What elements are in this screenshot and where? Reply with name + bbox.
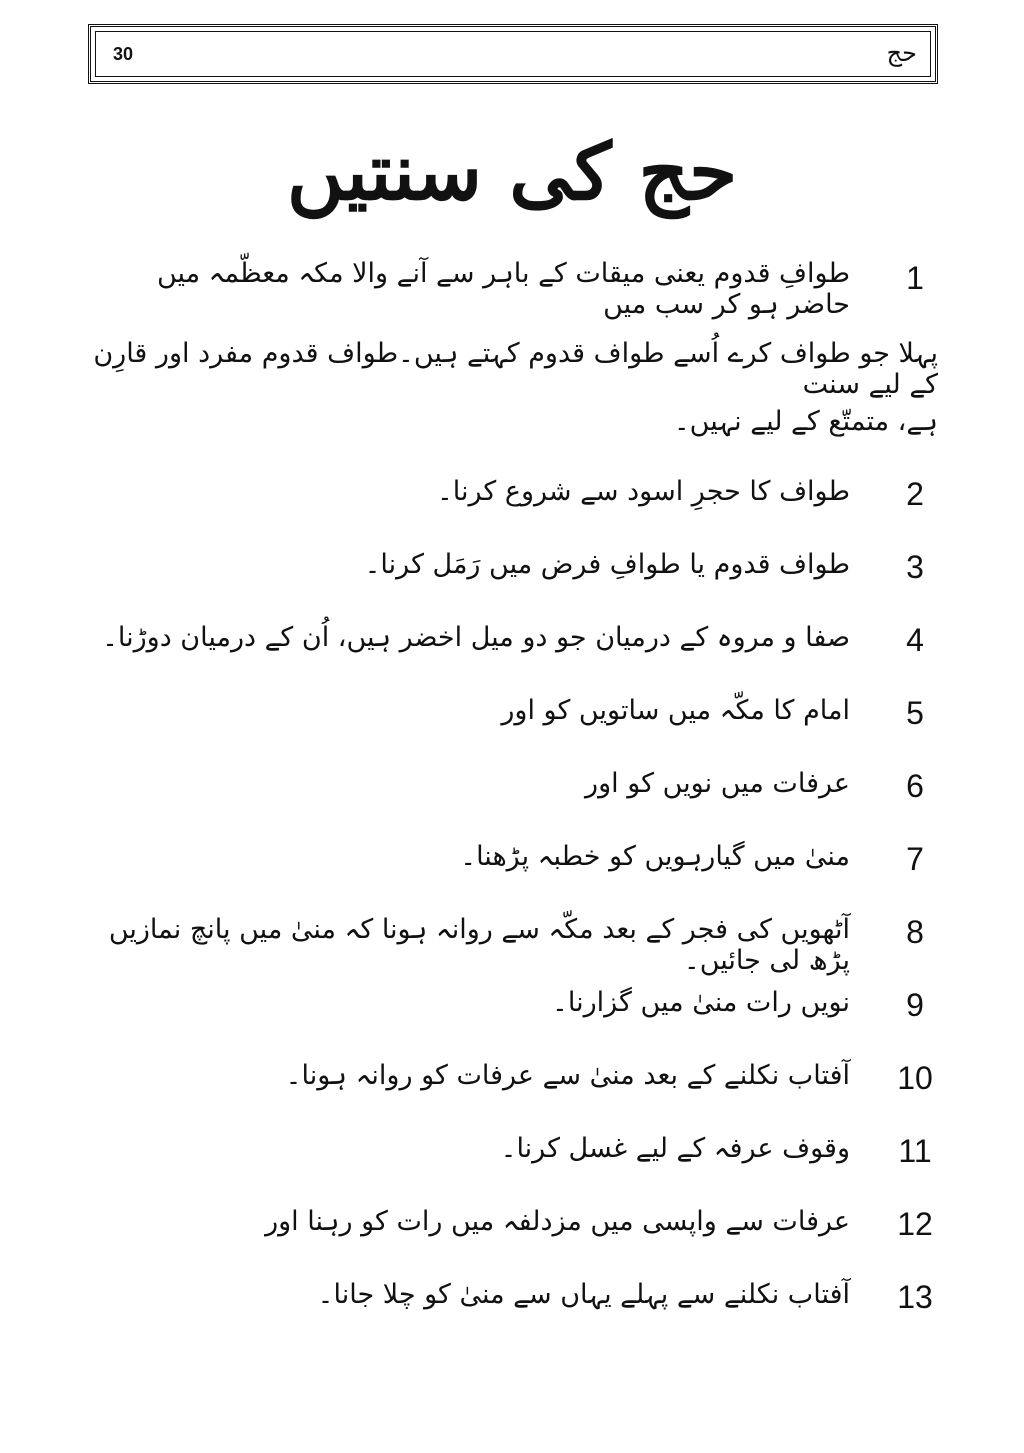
list-item-1 xyxy=(90,258,938,458)
item-text: منیٰ میں گیارہویں کو خطبہ پڑھنا۔ xyxy=(460,841,850,872)
running-head: حج xyxy=(886,39,917,67)
item-number: 12 xyxy=(897,1206,933,1242)
item-number: 11 xyxy=(898,1133,932,1169)
item-number: 4 xyxy=(906,622,924,658)
item-number: 2 xyxy=(906,476,924,512)
page-title: حج کی سنتیں xyxy=(286,127,738,218)
item-number: 3 xyxy=(906,549,924,585)
item-number: 10 xyxy=(897,1060,933,1096)
item-text: امام کا مکّہ میں ساتویں کو اور xyxy=(501,695,850,726)
item-text: صفا و مروہ کے درمیان جو دو میل اخضر ہیں، اُن کے درمیان دوڑنا۔ xyxy=(102,622,850,653)
item-text: عرفات سے واپسی میں مزدلفہ میں رات کو رہنا اور xyxy=(265,1206,850,1237)
item-text: وقوف عرفہ کے لیے غسل کرنا۔ xyxy=(500,1133,850,1164)
item-number: 9 xyxy=(906,987,924,1023)
item-text: آفتاب نکلنے سے پہلے یہاں سے منیٰ کو چلا جانا۔ xyxy=(317,1279,850,1310)
item-text: عرفات میں نویں کو اور xyxy=(585,768,850,799)
item-number: 6 xyxy=(906,768,924,804)
page-header-frame xyxy=(88,24,938,84)
item-text: نویں رات منیٰ میں گزارنا۔ xyxy=(552,987,850,1018)
item-text: آٹھویں کی فجر کے بعد مکّہ سے روانہ ہونا کہ منیٰ میں پانچ نمازیں پڑھ لی جائیں۔ xyxy=(108,914,850,976)
item-number: 8 xyxy=(906,914,924,950)
item-number: 5 xyxy=(906,695,924,731)
item-text: آفتاب نکلنے کے بعد منیٰ سے عرفات کو روانہ ہونا۔ xyxy=(285,1060,850,1091)
item-text: طواف قدوم یا طوافِ فرض میں رَمَل کرنا۔ xyxy=(364,549,850,580)
item-text-line: ہے، متمتّع کے لیے نہیں۔ xyxy=(673,406,938,437)
item-number: 7 xyxy=(906,841,924,877)
item-text: طواف کا حجرِ اسود سے شروع کرنا۔ xyxy=(436,476,850,507)
item-text-line: پہلا جو طواف کرے اُسے طواف قدوم کہتے ہیں۔طواف قدوم مفرد اور قارِن کے لیے سنت xyxy=(93,338,938,400)
item-number: 1 xyxy=(906,260,924,296)
item-text-line: طوافِ قدوم یعنی میقات کے باہر سے آنے والا مکہ معظّمہ میں حاضر ہو کر سب میں xyxy=(156,258,850,320)
item-number: 13 xyxy=(897,1279,933,1315)
page-number: 30 xyxy=(113,44,134,64)
